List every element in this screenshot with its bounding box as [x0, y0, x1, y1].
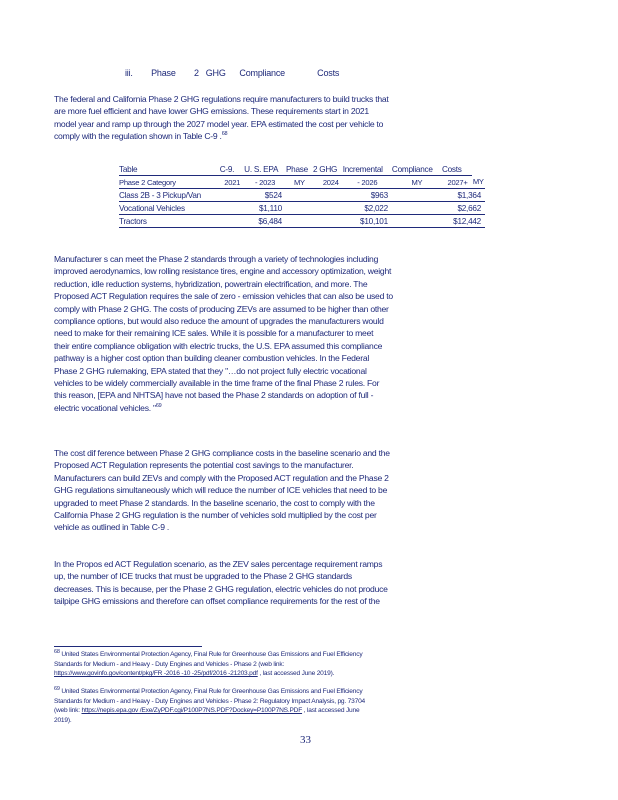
text-line: decreases. This is because, per the Phase 2 GHG regulation, electric vehicles do not produce: [54, 583, 388, 594]
column-header: - 2023: [244, 176, 286, 189]
column-header: MY: [392, 176, 442, 189]
table-header-row: [119, 176, 485, 189]
cost-cell: $12,442: [442, 215, 485, 228]
text-line: need to make for their remaining ICE sales. While it is possible for a manufacturer to meet: [54, 328, 374, 339]
text-line: Proposed ACT Regulation represents the potential cost savings to the manufacturer.: [54, 460, 354, 471]
cost-cell: $524: [220, 189, 286, 202]
page-number: 33: [300, 734, 311, 746]
text-line: their entire compliance obligation with electric trucks, the U.S. EPA assumed this compliance: [54, 340, 383, 351]
text-line: [54, 687, 554, 697]
text-line: [54, 669, 554, 679]
text-line: pathway is a higher cost option than building cleaner combustion vehicles. In the Federal: [54, 353, 370, 364]
paragraph-technologies: [54, 253, 559, 414]
text-line: [54, 650, 554, 660]
paragraph-zev-scenario: [54, 558, 559, 608]
text-line: California Phase 2 GHG regulation is the number of vehicles sold multiplied by the cost per: [54, 510, 377, 521]
table-caption-row: [119, 163, 485, 176]
table-row: [119, 189, 485, 202]
footnote-link[interactable]: https://nepis.epa.gov /Exe/ZyPDF.cgi/P100P7NS.PDF?Dockey=P100P7NS.PDF: [81, 707, 303, 715]
text-line: 2019).: [54, 716, 72, 724]
text-span: United States Environmental Protection Agency, Final Rule for Greenhouse Gas Emissions and Fuel Efficiency: [61, 688, 363, 695]
column-header: 2021: [220, 176, 244, 189]
text-line: tailpipe GHG emissions and therefore can offset compliance requirements for the rest of the: [54, 596, 380, 607]
caption-cell: Costs: [442, 163, 472, 176]
text-line: reduction, idle reduction systems, hybridization, powertrain electrification, and more. The: [54, 278, 368, 289]
cost-cell: $963: [313, 189, 392, 202]
text-span: electric vocational vehicles. ": [54, 402, 156, 413]
paragraph-cost-difference: [54, 447, 559, 534]
caption-cell: C-9.: [220, 163, 244, 176]
text-span: , last accessed June 2019).: [257, 670, 335, 678]
text-line: vehicles to be widely commercially available in the time frame of the final Phase 2 rules. For: [54, 378, 380, 389]
cost-cell: $2,022: [313, 202, 392, 215]
text-span: (web link:: [54, 707, 82, 715]
text-line: Standards for Medium - and Heavy - Duty Engines and Vehicles - Phase 2 (web link:: [54, 660, 285, 668]
category-cell: Class 2B - 3 Pickup/Van: [119, 189, 220, 202]
text-line: [54, 130, 559, 142]
footnote-number: 68: [54, 648, 60, 655]
text-span: , last accessed June: [302, 707, 360, 715]
cost-cell: $2,662: [442, 202, 485, 215]
footnote-link[interactable]: https://www.govinfo.gov/content/pkg/FR -2016 -10 -25/pdf/2016 -21203.pdf: [54, 670, 258, 678]
text-line: Manufacturers can build ZEVs and comply with the Proposed ACT regulation and the Phase 2: [54, 472, 389, 483]
footnote-68: [54, 650, 554, 679]
cost-cell: $10,101: [313, 215, 392, 228]
text-line: Standards for Medium - and Heavy - Duty Engines and Vehicles - Phase 2: Regulatory Impact Analysis, pg. 73704: [54, 697, 365, 705]
text-line: this reason, [EPA and NHTSA] have not based the Phase 2 standards on adoption of full -: [54, 390, 374, 401]
footnote-number: 69: [54, 685, 60, 692]
cost-cell: $1,110: [220, 202, 286, 215]
caption-cell: Phase: [286, 163, 313, 176]
text-line: [54, 706, 554, 716]
text-line: Manufacturer s can meet the Phase 2 standards through a variety of technologies including: [54, 254, 379, 264]
column-header: - 2026: [343, 176, 392, 189]
footnote-ref[interactable]: 68: [221, 131, 228, 138]
text-line: GHG regulations simultaneously which will reduce the number of ICE vehicles that need to be: [54, 485, 388, 496]
text-line: are more fuel efficient and have lower GHG emissions. These requirements start in 2021: [54, 106, 369, 117]
text-line: [54, 402, 559, 414]
text-line: Phase 2 GHG rulemaking, EPA stated that they "…do not project fully electric vocational: [54, 365, 367, 376]
column-header: MY: [472, 176, 485, 189]
cost-cell: $6,484: [220, 215, 286, 228]
table-row: [119, 202, 485, 215]
footnote-69: [54, 687, 554, 725]
text-span: comply with the regulation shown in Table C-9 .: [54, 131, 222, 142]
caption-cell: U. S. EPA: [244, 163, 286, 176]
footnote-divider: [54, 646, 202, 647]
text-line: compliance options, but would also reduce the amount of upgrades the manufacturers would: [54, 316, 384, 327]
text-line: upgraded to meet Phase 2 standards. In the baseline scenario, the cost to comply with the: [54, 497, 375, 508]
footnote-ref[interactable]: 69: [155, 403, 162, 410]
text-line: improved aerodynamics, low rolling resistance tires, engine and accessory optimization, weight: [54, 266, 392, 277]
caption-cell: Incremental: [343, 163, 392, 176]
section-heading: iii. Phase 2 GHG Compliance Costs: [125, 68, 340, 78]
caption-cell: Compliance: [392, 163, 442, 176]
caption-cell: Table: [119, 163, 220, 176]
text-line: Proposed ACT Regulation requires the sale of zero - emission vehicles that can also be used to: [54, 291, 393, 302]
text-line: vehicle as outlined in Table C-9 .: [54, 522, 170, 533]
text-line: The federal and California Phase 2 GHG regulations require manufacturers to build trucks that: [54, 94, 389, 104]
text-line: In the Propos ed ACT Regulation scenario, as the ZEV sales percentage requirement ramps: [54, 559, 383, 569]
text-span: United States Environmental Protection Agency, Final Rule for Greenhouse Gas Emissions and Fuel Efficiency: [61, 651, 363, 658]
compliance-costs-table: [119, 163, 485, 228]
text-line: The cost dif ference between Phase 2 GHG compliance costs in the baseline scenario and the: [54, 448, 390, 458]
category-cell: Tractors: [119, 215, 220, 228]
table-row: [119, 215, 485, 228]
column-header: 2027+: [442, 176, 472, 189]
text-line: model year and ramp up through the 2027 model year. EPA estimated the cost per vehicle to: [54, 118, 384, 129]
column-header: 2024: [313, 176, 343, 189]
column-header: MY: [286, 176, 313, 189]
text-line: up, the number of ICE trucks that must be upgraded to the Phase 2 GHG standards: [54, 571, 352, 582]
caption-cell: 2 GHG: [313, 163, 343, 176]
cost-cell: $1,364: [442, 189, 485, 202]
paragraph-phase2-intro: [54, 93, 559, 143]
category-cell: Vocational Vehicles: [119, 202, 220, 215]
column-header: Phase 2 Category: [119, 176, 220, 189]
text-line: comply with Phase 2 GHG. The costs of producing ZEVs are assumed to be higher than other: [54, 303, 389, 314]
